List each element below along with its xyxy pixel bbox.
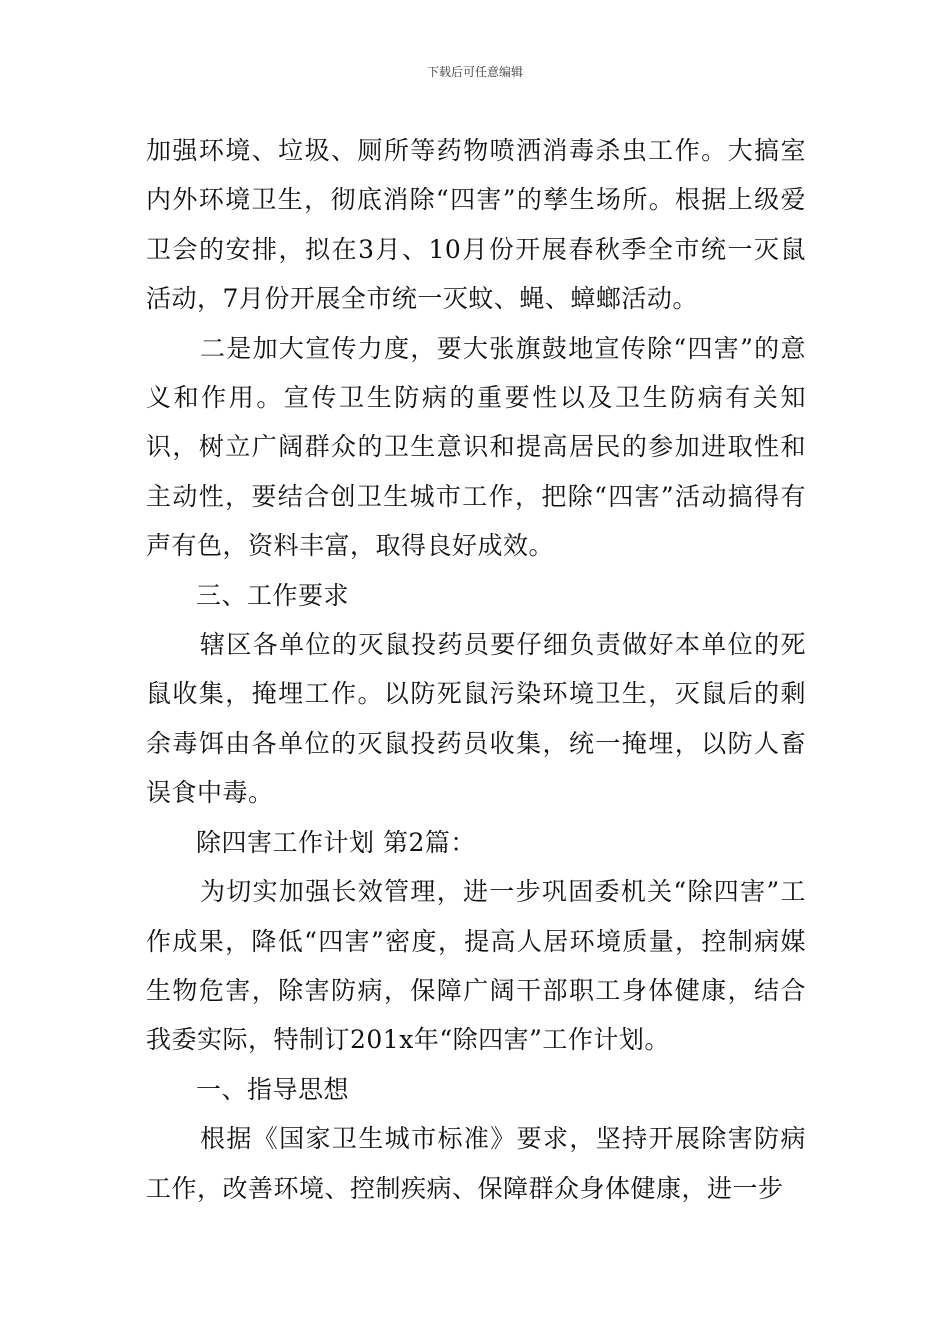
article-heading-part-2: 除四害工作计划 第2篇： (196, 827, 476, 857)
page-header: 下载后可任意编辑 (426, 65, 523, 79)
section-heading-work-requirements: 三、工作要求 (196, 580, 350, 610)
paragraph-plan-intro: 为切实加强长效管理，进一步巩固委机关“除四害”工作成果，降低“四害”密度，提高人居环境质量，控制病媒生物危害，除害防病，保障广阔干部职工身体健康，结合我委实际，特制订201x年“除四害”工作计划。 (146, 877, 806, 1055)
paragraph-rodent-collection: 辖区各单位的灭鼠投药员要仔细负责做好本单位的死鼠收集，掩埋工作。以防死鼠污染环境卫生，灭鼠后的剩余毒饵由各单位的灭鼠投药员收集，统一掩埋，以防人畜误食中毒。 (146, 630, 806, 808)
paragraph-continuation: 加强环境、垃圾、厕所等药物喷洒消毒杀虫工作。大搞室内外环境卫生，彻底消除“四害”的孳生场所。根据上级爱卫会的安排，拟在3月、10月份开展春秋季全市统一灭鼠活动，7月份开展全市统一灭蚊、蝇、蟑螂活动。 (146, 136, 806, 314)
section-heading-guiding-ideology: 一、指导思想 (196, 1074, 350, 1104)
document-body (146, 126, 806, 1213)
paragraph-publicity: 二是加大宣传力度，要大张旗鼓地宣传除“四害”的意义和作用。宣传卫生防病的重要性以及卫生防病有关知识，树立广阔群众的卫生意识和提高居民的参加进取性和主动性，要结合创卫生城市工作，把除“四害”活动搞得有声有色，资料丰富，取得良好成效。 (146, 333, 806, 561)
paragraph-guiding-ideology: 根据《国家卫生城市标准》要求，坚持开展除害防病工作，改善环境、控制疾病、保障群众身体健康，进一步 (146, 1124, 806, 1203)
